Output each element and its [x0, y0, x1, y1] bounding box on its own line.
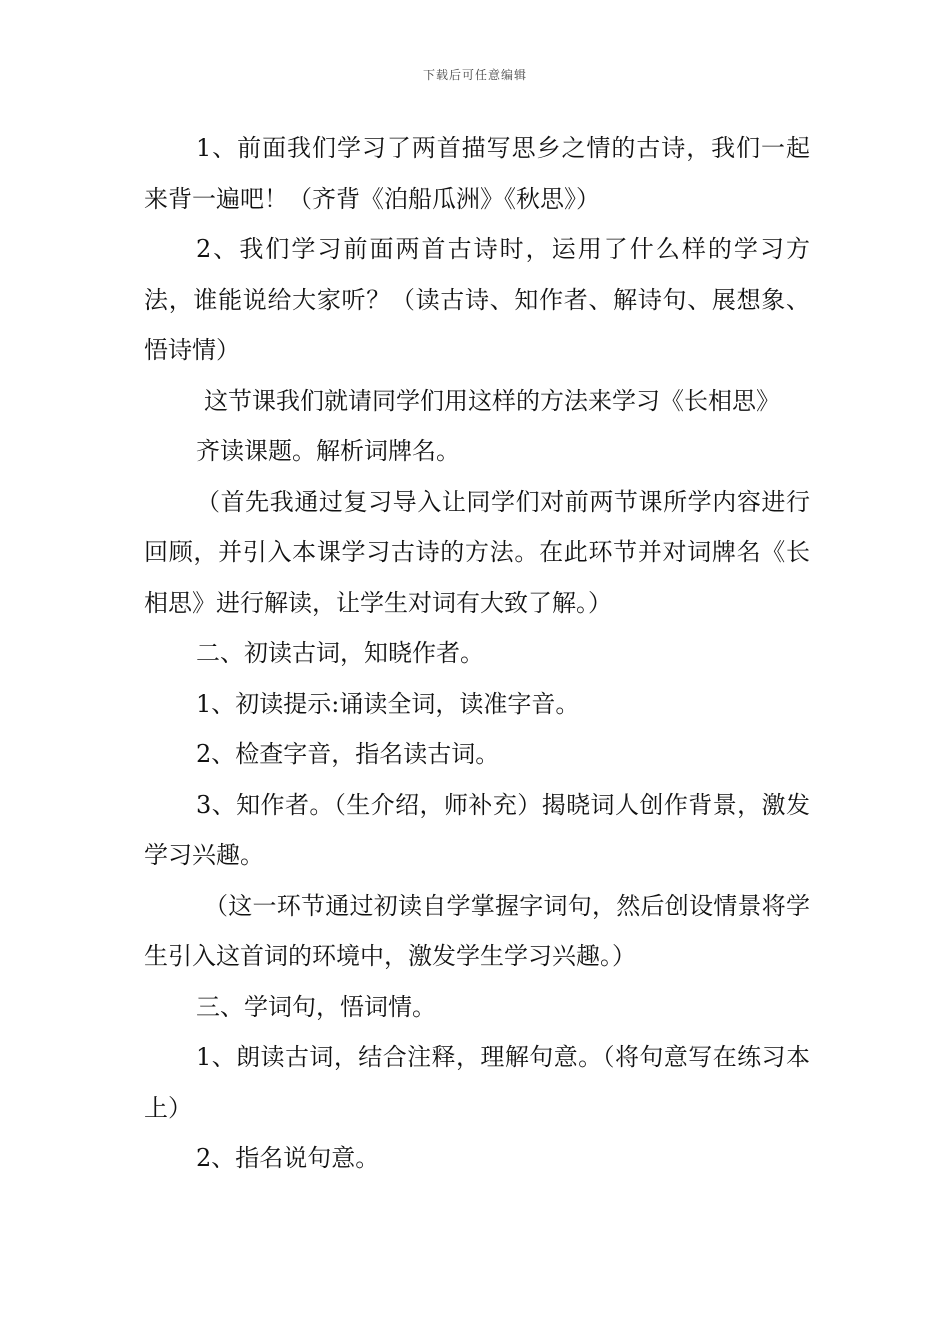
paragraph-intro-lesson: 这节课我们就请同学们用这样的方法来学习《长相思》 — [204, 386, 780, 415]
paragraph-step-3-1: 1、朗读古词，结合注释，理解句意。（将句意写在练习本上） — [144, 1043, 810, 1122]
paragraph-note-1: （首先我通过复习导入让同学们对前两节课所学内容进行回顾，并引入本课学习古诗的方法。在此环节并对词牌名《长相思》进行解读，让学生对词有大致了解。） — [144, 487, 810, 617]
document-body — [144, 123, 810, 1184]
paragraph-step-2-2: 2、检查字音，指名读古词。 — [196, 740, 500, 768]
paragraph-review-1: 1、前面我们学习了两首描写思乡之情的古诗，我们一起来背一遍吧！（齐背《泊船瓜洲》《秋思》） — [144, 134, 810, 213]
paragraph-step-3-2: 2、指名说句意。 — [196, 1144, 380, 1172]
paragraph-read-title: 齐读课题。解析词牌名。 — [196, 437, 460, 465]
page-header: 下载后可任意编辑 — [422, 68, 527, 82]
paragraph-step-2-3: 3、知作者。（生介绍，师补充）揭晓词人创作背景，激发学习兴趣。 — [144, 790, 810, 869]
paragraph-review-2: 2、我们学习前面两首古诗时，运用了什么样的学习方法，谁能说给大家听？（读古诗、知作者、解诗句、展想象、悟诗情） — [144, 235, 810, 364]
paragraph-step-2-1: 1、初读提示:诵读全词，读准字音。 — [196, 689, 580, 718]
section-heading-2: 二、初读古词，知晓作者。 — [196, 639, 484, 667]
paragraph-note-2: （这一环节通过初读自学掌握字词句，然后创设情景将学生引入这首词的环境中，激发学生学习兴趣。） — [144, 891, 810, 970]
section-heading-3: 三、学词句，悟词情。 — [196, 992, 436, 1021]
